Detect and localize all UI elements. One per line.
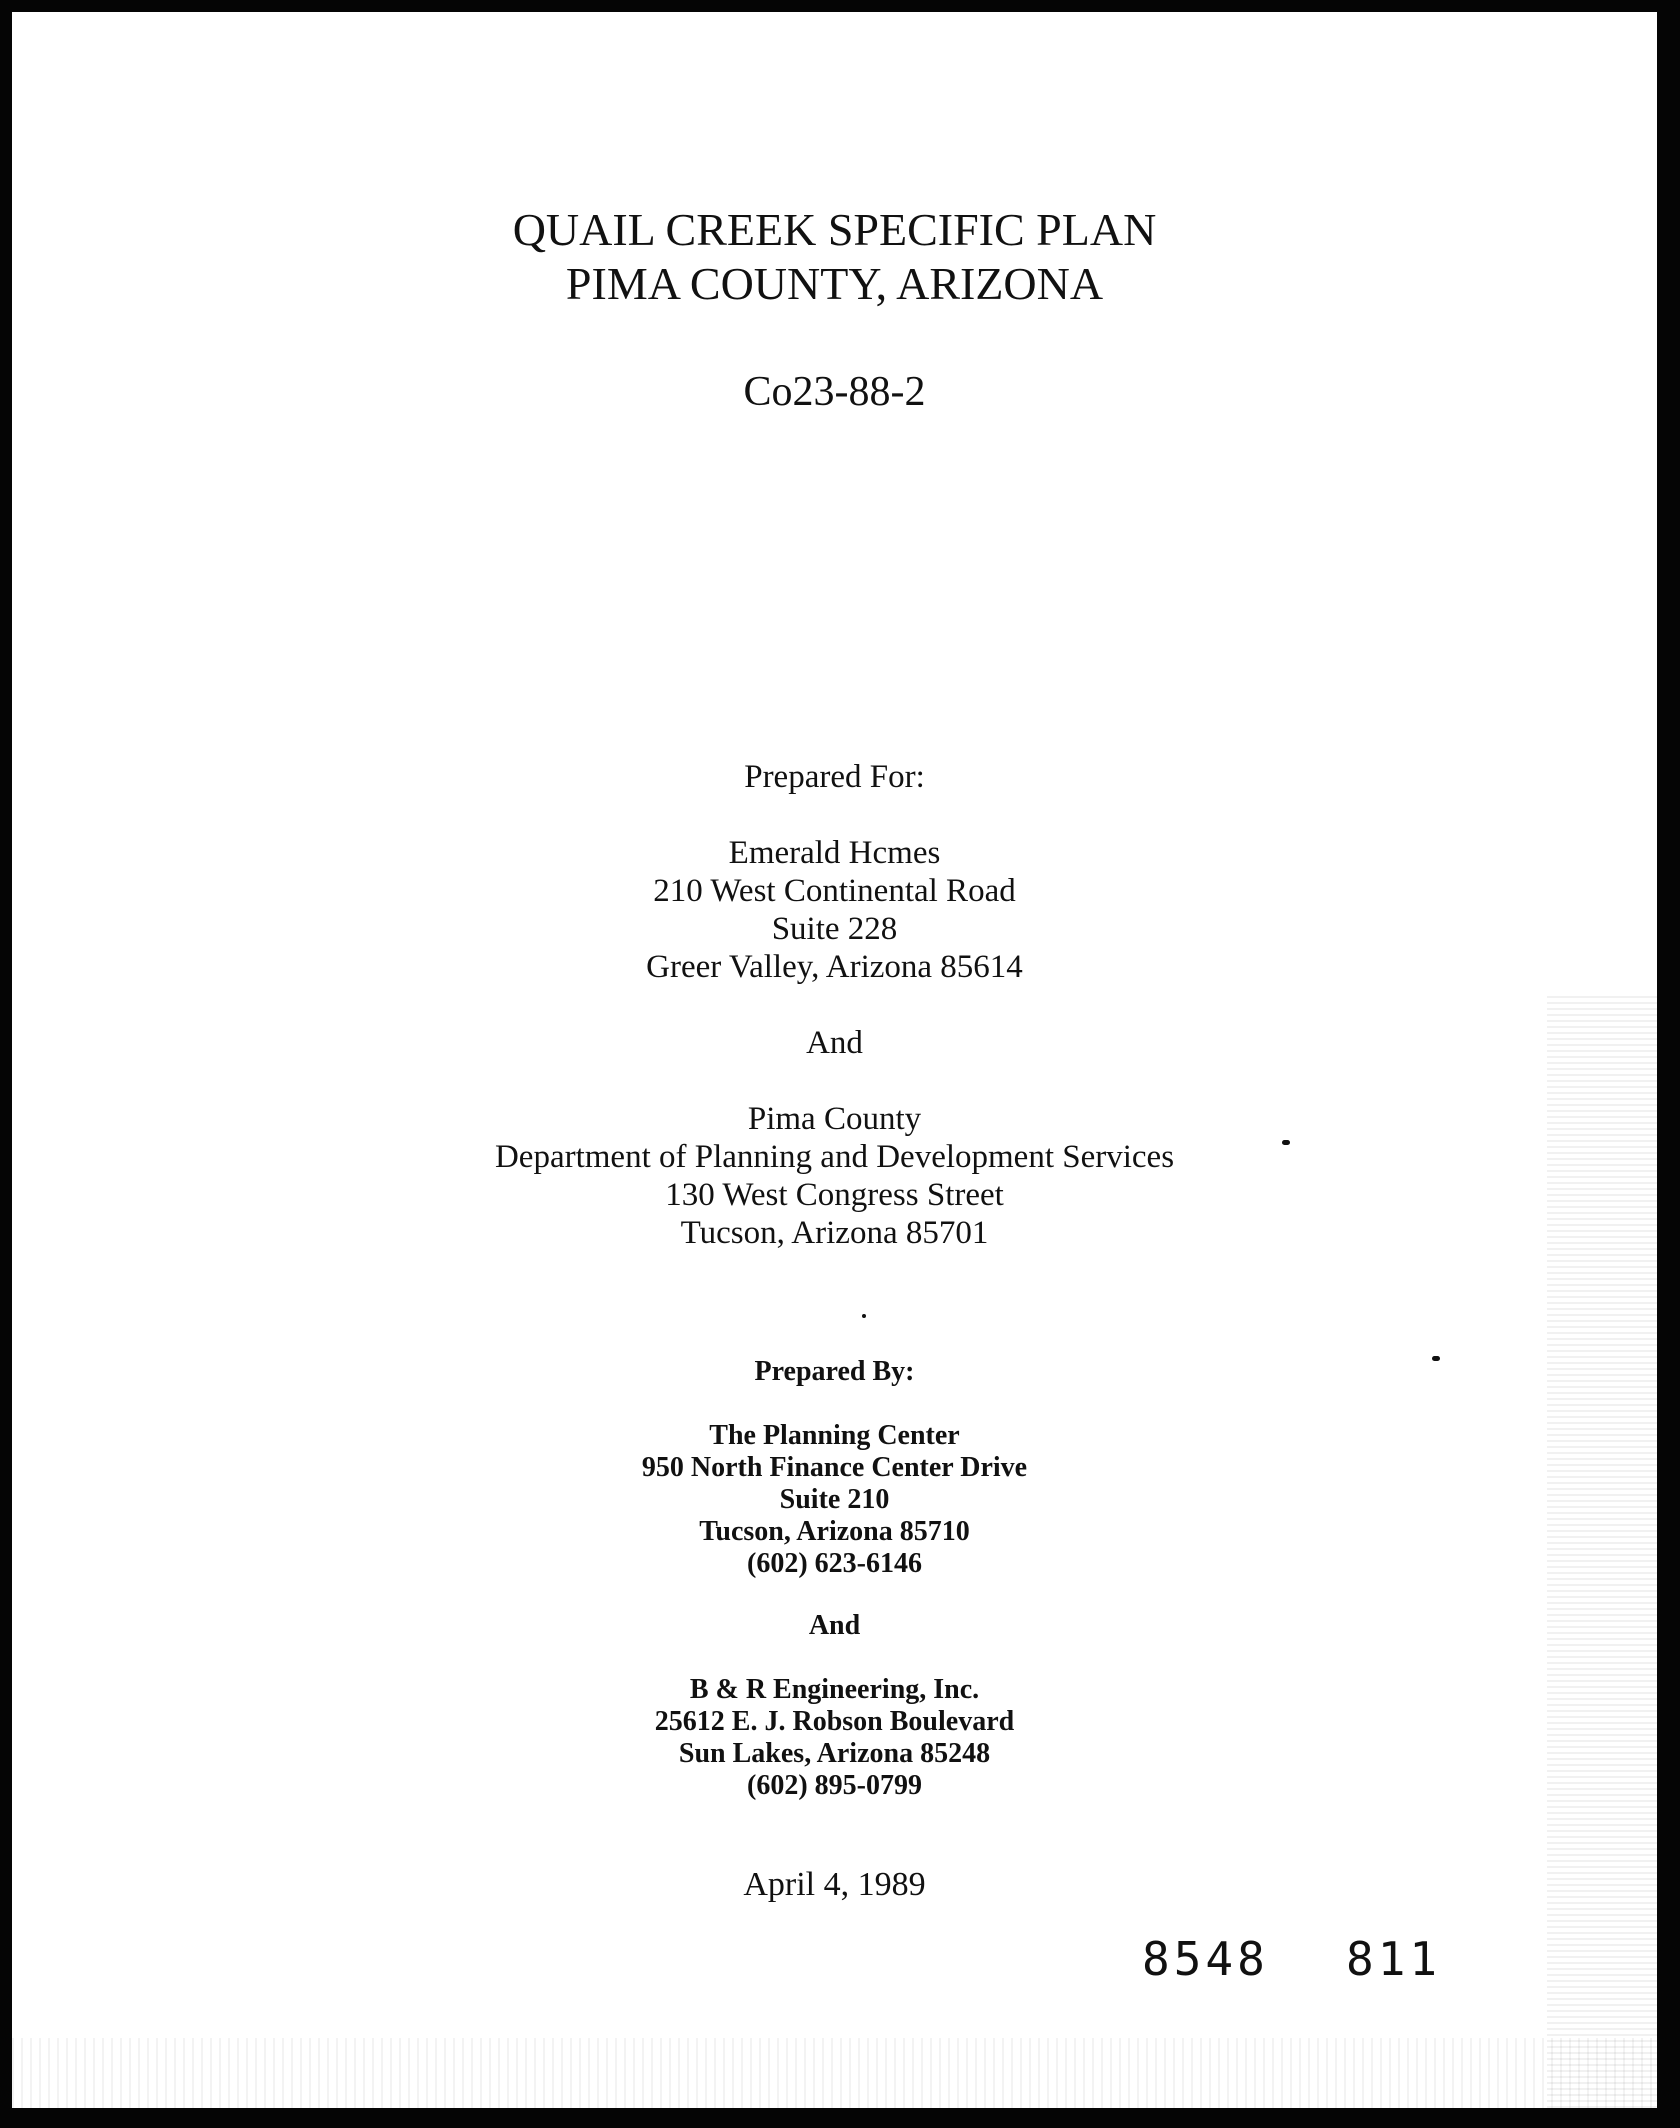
scan-speck (1432, 1356, 1440, 1361)
engineer-name: B & R Engineering, Inc. (689, 1674, 980, 1705)
planner-city: Tucson, Arizona 85710 (699, 1516, 970, 1547)
bates-number-left: 8548 (1142, 1932, 1269, 1986)
county-address-line1: 130 West Congress Street (665, 1177, 1004, 1213)
county-department: Department of Planning and Development Services (494, 1139, 1175, 1175)
planner-name: The Planning Center (709, 1420, 960, 1451)
scan-noise-bottom (12, 2038, 1657, 2108)
client-address-line2: Suite 228 (771, 911, 898, 947)
case-number: Co23-88-2 (743, 369, 926, 415)
client-address-line1: 210 West Continental Road (653, 873, 1016, 909)
prepared-by-heading: Prepared By: (754, 1356, 915, 1387)
county-name: Pima County (747, 1101, 922, 1137)
scan-speck (1282, 1140, 1290, 1145)
engineer-address-line1: 25612 E. J. Robson Boulevard (654, 1706, 1015, 1737)
document-date: April 4, 1989 (743, 1866, 926, 1903)
engineer-phone: (602) 895-0799 (747, 1770, 922, 1801)
document-title-line2: PIMA COUNTY, ARIZONA (565, 258, 1104, 309)
prepared-for-and: And (806, 1025, 863, 1061)
client-name: Emerald Hcmes (728, 835, 941, 871)
document-page (12, 12, 1657, 2108)
scan-speck (862, 1314, 866, 1318)
document-title-line1: QUAIL CREEK SPECIFIC PLAN (512, 204, 1157, 255)
client-city: Greer Valley, Arizona 85614 (646, 949, 1023, 985)
engineer-city: Sun Lakes, Arizona 85248 (678, 1738, 991, 1769)
planner-address-line1: 950 North Finance Center Drive (641, 1452, 1028, 1483)
county-city: Tucson, Arizona 85701 (680, 1215, 989, 1251)
planner-address-line2: Suite 210 (779, 1484, 890, 1515)
planner-phone: (602) 623-6146 (747, 1548, 922, 1579)
prepared-for-heading: Prepared For: (744, 759, 925, 795)
bates-number-right: 811 (1346, 1932, 1442, 1986)
prepared-by-and: And (808, 1610, 861, 1641)
